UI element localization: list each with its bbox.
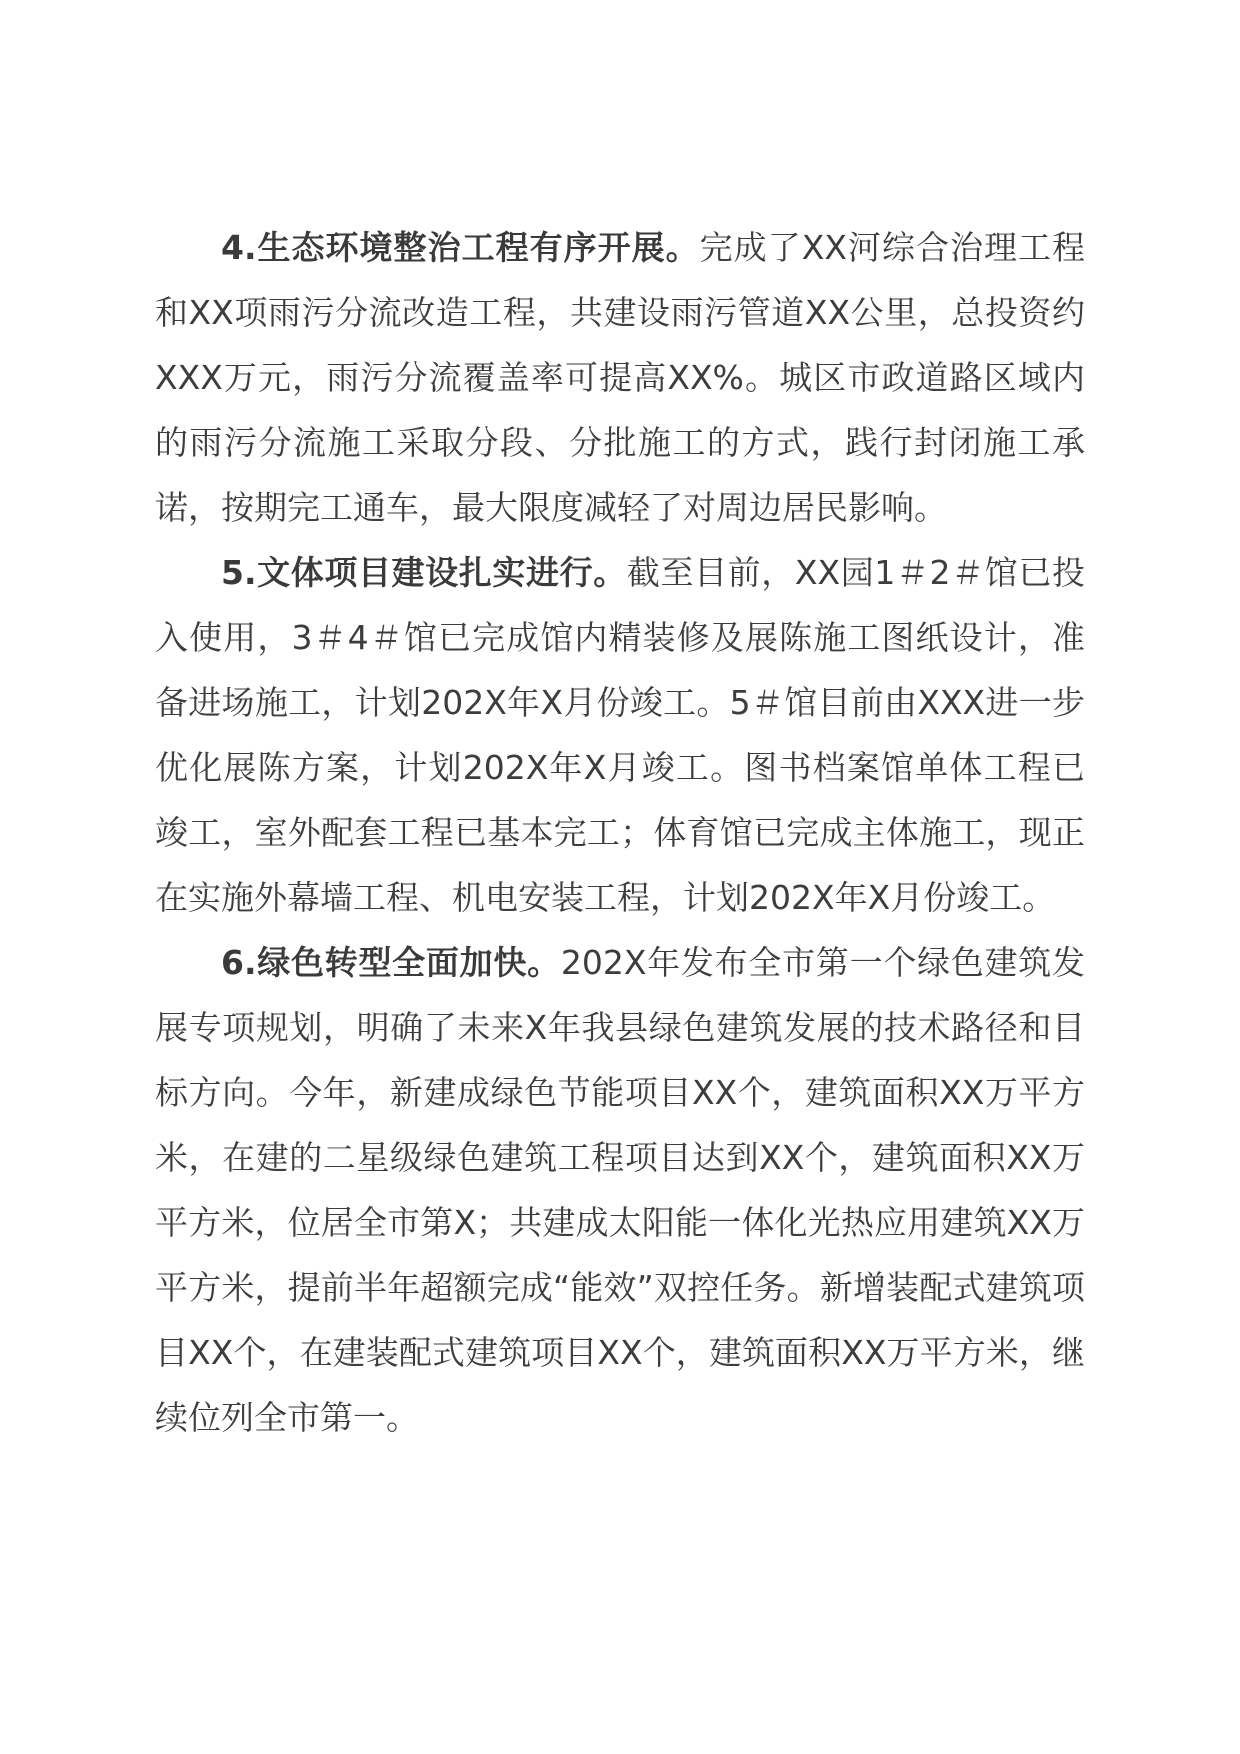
paragraph-heading: 4.生态环境整治工程有序开展。 (221, 228, 700, 267)
document-body (155, 215, 1085, 1450)
paragraph-text: 完成了XX河综合治理工程和XX项雨污分流改造工程，共建设雨污管道XX公里，总投资约XXX万元，雨污分流覆盖率可提高XX%。城区市政道路区域内的雨污分流施工采取分段、分批施工的方式，践行封闭施工承诺，按期完工通车，最大限度减轻了对周边居民影响。 (155, 228, 1086, 527)
paragraph-text: 截至目前，XX园1＃2＃馆已投入使用，3＃4＃馆已完成馆内精装修及展陈施工图纸设计，准备进场施工，计划202X年X月份竣工。5＃馆目前由XXX进一步优化展陈方案，计划202X年X月竣工。图书档案馆单体工程已竣工，室外配套工程已基本完工；体育馆已完成主体施工，现正在实施外幕墙工程、机电安装工程，计划202X年X月份竣工。 (155, 553, 1085, 917)
paragraph-heading: 6.绿色转型全面加快。 (221, 943, 561, 982)
paragraph-green-transition (155, 930, 1085, 1450)
paragraph-heading: 5.文体项目建设扎实进行。 (221, 553, 627, 592)
paragraph-culture-sports (155, 540, 1085, 930)
paragraph-text: 202X年发布全市第一个绿色建筑发展专项规划，明确了未来X年我县绿色建筑发展的技术路径和目标方向。今年，新建成绿色节能项目XX个，建筑面积XX万平方米，在建的二星级绿色建筑工程项目达到XX个，建筑面积XX万平方米，位居全市第X；共建成太阳能一体化光热应用建筑XX万平方米，提前半年超额完成“能效”双控任务。新增装配式建筑项目XX个，在建装配式建筑项目XX个，建筑面积XX万平方米，继续位列全市第一。 (155, 943, 1086, 1437)
paragraph-ecology (155, 215, 1085, 540)
